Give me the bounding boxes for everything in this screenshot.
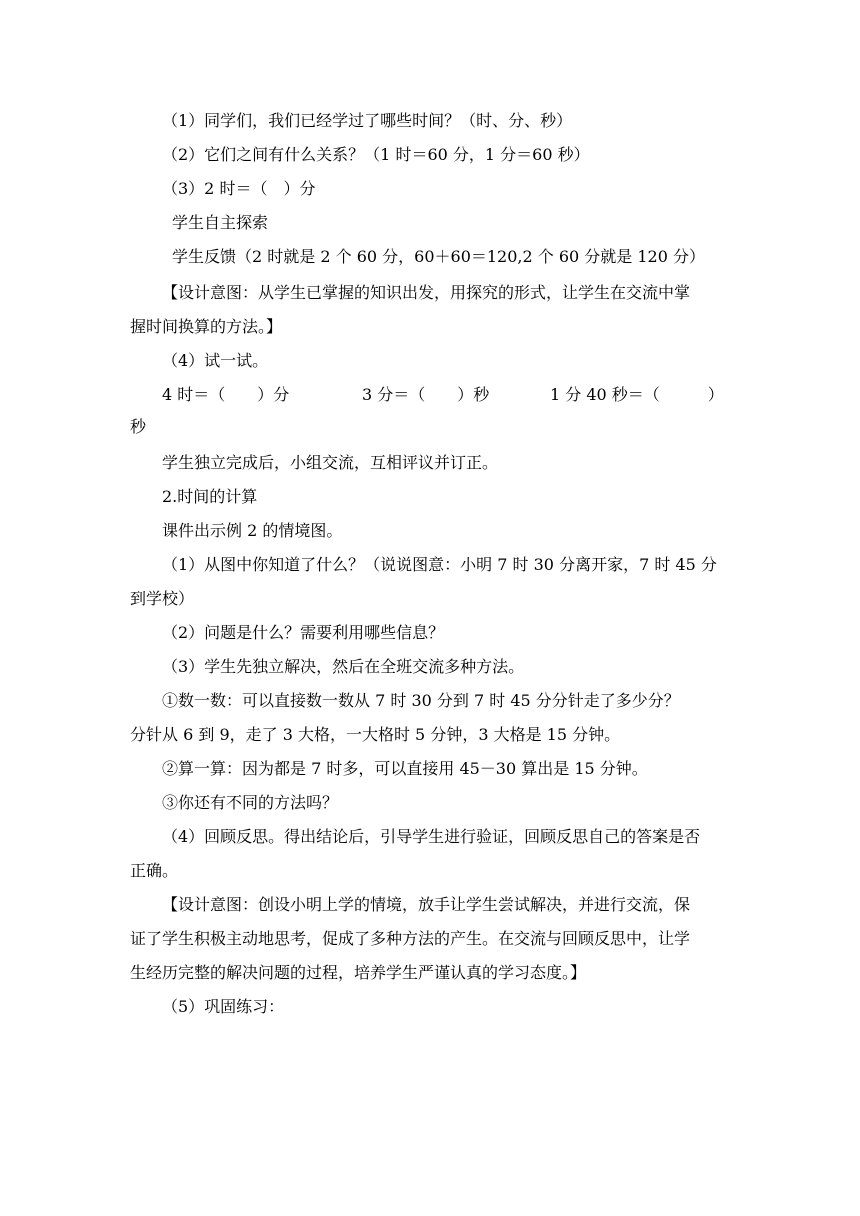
method-count-line2: 分针从 6 到 9，走了 3 大格，一大格时 5 分钟，3 大格是 15 分钟。 [130, 725, 621, 744]
paragraph-try: （4）试一试。 [162, 351, 269, 370]
question-2: （2）问题是什么？需要利用哪些信息？ [162, 623, 445, 642]
question-3: （3）学生先独立解决，然后在全班交流多种方法。 [162, 657, 525, 676]
reflection-line1: （4）回顾反思。得出结论后，引导学生进行验证，回顾反思自己的答案是否 [162, 827, 701, 846]
try-exercise-minutes: 3 分＝（ ）秒 [362, 385, 490, 404]
design-intent-1-line2: 握时间换算的方法。】 [130, 317, 283, 336]
paragraph-practice: （5）巩固练习： [162, 997, 285, 1016]
paragraph-group-check: 学生独立完成后，小组交流，互相评议并订正。 [162, 453, 499, 472]
question-1-line1: （1）从图中你知道了什么？（说说图意：小明 7 时 30 分离开家，7 时 45 分 [162, 555, 717, 574]
try-exercise-unit-wrap: 秒 [130, 417, 147, 436]
paragraph-feedback: 学生反馈（2 时就是 2 个 60 分，60＋60＝120,2 个 60 分就是 120 分） [172, 247, 706, 266]
design-intent-2-line3: 生经历完整的解决问题的过程，培养学生严谨认真的学习态度。】 [130, 963, 587, 982]
paragraph-two-hours: （3）2 时＝（ ）分 [162, 179, 316, 198]
section-heading-time-calc: 2.时间的计算 [162, 487, 258, 506]
paragraph-self-explore: 学生自主探索 [172, 213, 269, 232]
method-calculate: ②算一算：因为都是 7 时多，可以直接用 45－30 算出是 15 分钟。 [162, 759, 648, 778]
method-other: ③你还有不同的方法吗？ [162, 793, 339, 812]
try-exercise-hours: 4 时＝（ ）分 [162, 385, 290, 404]
paragraph-example-2: 课件出示例 2 的情境图。 [162, 521, 343, 540]
paragraph-relationship: （2）它们之间有什么关系？（1 时＝60 分，1 分＝60 秒） [162, 145, 590, 164]
reflection-line2: 正确。 [130, 861, 179, 880]
try-exercise-mixed: 1 分 40 秒＝（ ） [550, 385, 724, 404]
design-intent-2-line2: 证了学生积极主动地思考，促成了多种方法的产生。在交流与回顾反思中，让学 [130, 929, 691, 948]
paragraph-known-units: （1）同学们，我们已经学过了哪些时间？（时、分、秒） [162, 111, 573, 130]
design-intent-1-line1: 【设计意图：从学生已掌握的知识出发，用探究的形式，让学生在交流中掌 [162, 283, 691, 302]
design-intent-2-line1: 【设计意图：创设小明上学的情境，放手让学生尝试解决，并进行交流，保 [162, 895, 691, 914]
question-1-line2: 到学校） [130, 589, 195, 608]
method-count-line1: ①数一数：可以直接数一数从 7 时 30 分到 7 时 45 分分针走了多少分？ [162, 691, 680, 710]
